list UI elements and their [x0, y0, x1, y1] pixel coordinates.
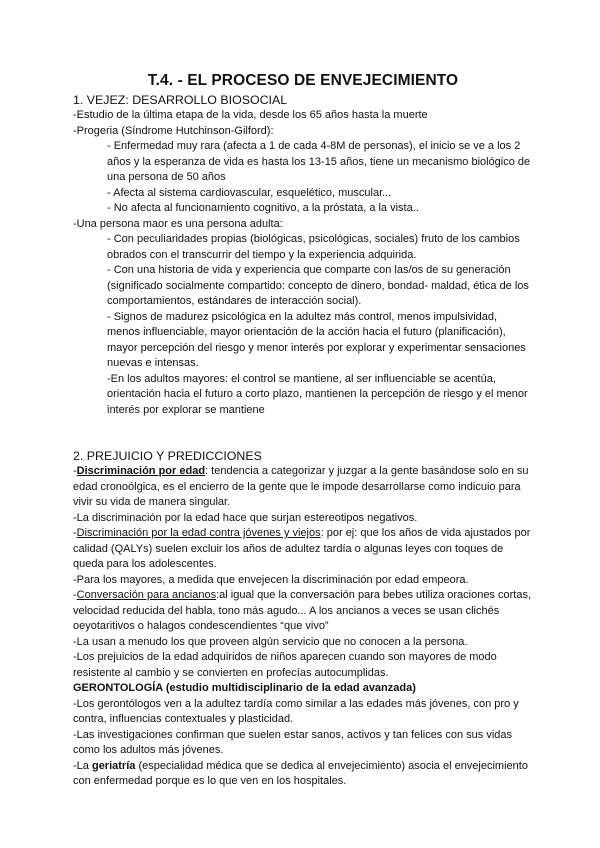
definition-discriminacion-edad: : tendencia a categorizar y juzgar a la gente basándose solo en su edad cronoólgica, es el encierro de la gente que le impode desarrollarse como indicuio para vivir su vida de manera singular. [73, 465, 529, 508]
paragraph-investigaciones: -Las investigaciones confirman que suelen estar sanos, activos y tan felices con sus vidas como los adultos más jóvenes. [73, 728, 513, 756]
paragraph-estereotipos: -La discriminación por la edad hace que surjan estereotipos negativos. [73, 511, 418, 524]
dash: - [73, 589, 77, 601]
term-geriatria: geriatría [91, 759, 136, 772]
term-discriminacion-edad: Discriminación por edad [76, 465, 206, 477]
adulta-item-historia: - Con una historia de vida y experiencia que comparte con las/os de su generación (significado socialmente compartido: concepto de dinero, bondad- maldad, ética de los comportamientos, estándares de interacción social). [107, 264, 529, 307]
dash: - [73, 527, 77, 539]
adulta-item-peculiaridades: - Con peculiaridades propias (biológicas, psicológicas, sociales) fruto de los cambios obrados con el transcurrir del tiempo y la experiencia adquirida. [107, 233, 520, 261]
paragraph-discriminacion-edad [73, 464, 533, 511]
paragraph-gerontologos: -Los gerontólogos ven a la adultez tardía como similar a las edades más jóvenes, con pro y contra, influencias contextuales y plasticidad. [73, 697, 519, 725]
paragraph-geriatria [73, 759, 533, 790]
definition-geriatria: (especialidad médica que se dedica al envejecimiento) asocia el envejecimiento con enfermedad porque es lo que ven en los hospitales. [73, 759, 528, 787]
adulta-item-madurez: - Signos de madurez psicológica en la adultez más control, menos impulsividad, menos influenciable, mayor orientación de la acción hacia el futuro (planificación), mayor percepción del riesgo y menor interés por explorar y experimentar sensaciones nuevas e intensas. [107, 310, 526, 369]
section-gap [73, 418, 533, 449]
paragraph-estudio: -Estudio de la última etapa de la vida, desde los 65 años hasta la muerte [73, 109, 428, 121]
progeria-item-afecta: - Afecta al sistema cardiovascular, esquelético, muscular... [107, 186, 392, 199]
definition-jovenes-viejos: : por ej: que los años de vida ajustados por calidad (QALYs) suelen excluir los años de adultez tardía o algunas leyes con toques de queda para los adolescentes. [73, 527, 531, 570]
page-title: T.4. - EL PROCESO DE ENVEJECIMIENTO [147, 72, 459, 89]
paragraph-servicio: -La usan a menudo los que proveen algún servicio que no conocen a la persona. [73, 635, 468, 648]
paragraph-progeria: -Progeria (Síndrome Hutchinson-Gilford): [73, 124, 274, 137]
gerontologia-heading: GERONTOLOGÍA (estudio multidisciplinario de la edad avanzada) [73, 682, 416, 694]
progeria-item-no-afecta: - No afecta al funcionamiento cognitivo, a la próstata, a la vista.. [107, 202, 419, 214]
progeria-item-enfermedad: - Enfermedad muy rara (afecta a 1 de cada 4-8M de personas), el inicio se ve a los 2 años y la esperanza de vida es hasta los 13-15 años, tiene un mecanismo biológico de una persona de 50 años [107, 140, 531, 183]
term-jovenes-viejos: Discriminación por la edad contra jóvenes y viejos [76, 527, 321, 539]
document-page [73, 72, 533, 790]
section-1-heading: 1. VEJEZ: DESARROLLO BIOSOCIAL [73, 93, 288, 107]
paragraph-persona-mayor: -Una persona maor es una persona adulta: [73, 217, 283, 230]
paragraph-conversacion-ancianos [73, 588, 533, 635]
adulta-item-adultos-mayores: -En los adultos mayores: el control se mantiene, al ser influenciable se acentúa, orientación hacia el futuro a corto plazo, mantienen la percepción de riesgo y el menor interés por explorar se mantiene [107, 372, 528, 416]
paragraph-prejuicios: -Los prejuicios de la edad adquiridos de niños aparecen cuando son mayores de modo resistente al cambio y se convierten en profecías autocumplidas. [73, 651, 497, 679]
term-conversacion-ancianos: Conversación para ancianos [76, 589, 217, 601]
geriatria-prefix: -La [73, 759, 92, 772]
definition-conversacion-ancianos: :al igual que la conversación para bebes utiliza oraciones cortas, velocidad reducida del habla, tono más agudo... A los ancianos a veces se usan clichés oeyotaritivos o halagos condescendientes “que vivo” [73, 589, 532, 632]
paragraph-jovenes-viejos [73, 526, 533, 573]
paragraph-mayores: -Para los mayores, a medida que envejecen la discriminación por edad empeora. [73, 573, 469, 586]
dash: - [73, 465, 77, 477]
section-2-heading: 2. PREJUICIO Y PREDICCIONES [73, 449, 262, 463]
